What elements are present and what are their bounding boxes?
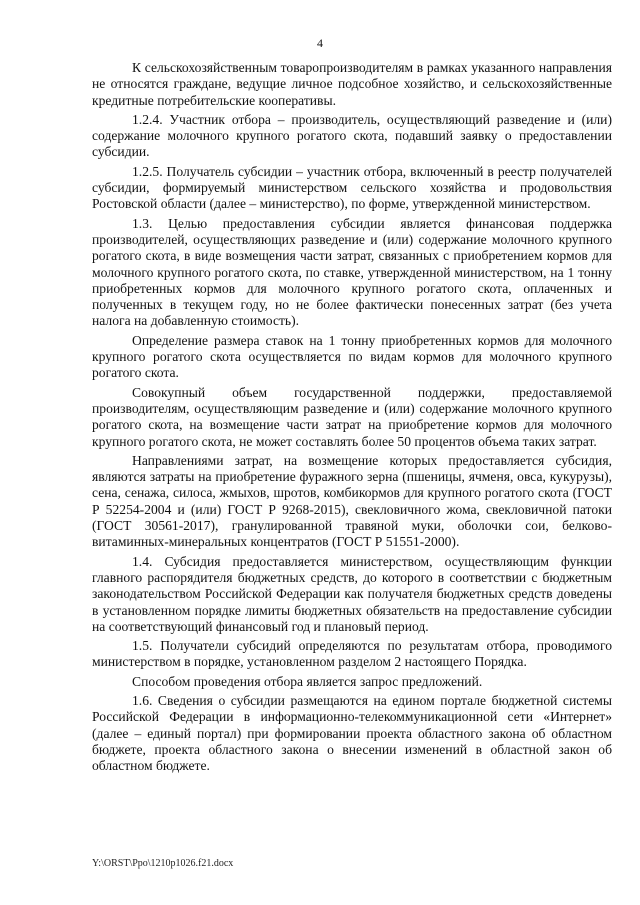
footer-file-path: Y:\ORST\Ppo\1210p1026.f21.docx xyxy=(92,858,234,869)
paragraph-1-3-purpose: 1.3. Целью предоставления субсидии является финансовая поддержка производителей, осуществляющих разведение и (или) содержание молочного крупного рогатого скота, в виде возмещения части затрат, связанных с приобретением кормов для молочного крупного рогатого скота, по ставке, утвержденной министерством, на 1 тонну приобретенных кормов для молочного крупного рогатого скота, оплаченных и полученных в текущем году, но не более фактически понесенных затрат (без учета налога на добавленную стоимость). xyxy=(92,215,612,329)
paragraph-1-5-selection: 1.5. Получатели субсидий определяются по результатам отбора, проводимого министерством в порядке, установленном разделом 2 настоящего Порядка. xyxy=(92,638,612,670)
paragraph-selection-method: Способом проведения отбора является запрос предложений. xyxy=(132,673,483,689)
paragraph-1-2-4-participant: 1.2.4. Участник отбора – производитель, осуществляющий разведение и (или) содержание молочного крупного рогатого скота, подавший заявку о предоставлении субсидии. xyxy=(92,111,612,160)
page-number: 4 xyxy=(317,36,323,50)
paragraph-total-support: Совокупный объем государственной поддержки, предоставляемой производителям, осуществляющим разведение и (или) содержание молочного крупного рогатого скота, на возмещение части затрат на приобретение кормов для молочного крупного рогатого скота, не может составлять более 50 процентов объема таких затрат. xyxy=(92,384,612,449)
paragraph-1-4-ministry: 1.4. Субсидия предоставляется министерством, осуществляющим функции главного распорядителя бюджетных средств, до которого в соответствии с бюджетным законодательством Российской Федерации как получателя бюджетных средств доведены в установленном порядке лимиты бюджетных обязательств на предоставление субсидии на соответствующий финансовый год и плановый период. xyxy=(92,553,612,634)
paragraph-excluded-producers: К сельскохозяйственным товаропроизводителям в рамках указанного направления не относятся граждане, ведущие личное подсобное хозяйство, и сельскохозяйственные кредитные потребительские кооперативы. xyxy=(92,60,612,108)
document-body xyxy=(92,60,612,777)
paragraph-1-6-publication: 1.6. Сведения о субсидии размещаются на едином портале бюджетной системы Российской Федерации в информационно-телекоммуникационной сети «Интернет» (далее – единый портал) при формировании проекта областного закона об областном бюджете, проекта областного закона о внесении изменений в областной закон об областном бюджете. xyxy=(92,692,612,774)
paragraph-cost-directions: Направлениями затрат, на возмещение которых предоставляется субсидия, являются затраты на приобретение фуражного зерна (пшеницы, ячменя, овса, кукурузы), сена, сенажа, силоса, жмыхов, шротов, комбикормов для крупного рогатого скота (ГОСТ Р 52254-2004 и (или) ГОСТ Р 9268-2015), свекловичного жома, свекловичной патоки (ГОСТ 30561-2017), гранулированной травяной муки, оболочки сои, белково-витаминных-минеральных концентратов (ГОСТ Р 51551-2000). xyxy=(92,452,612,550)
paragraph-1-2-5-recipient: 1.2.5. Получатель субсидии – участник отбора, включенный в реестр получателей субсидии, формируемый министерством сельского хозяйства и продовольствия Ростовской области (далее – министерство), по форме, утвержденной министерством. xyxy=(92,163,612,212)
paragraph-rate-definition: Определение размера ставок на 1 тонну приобретенных кормов для молочного крупного рогатого скота осуществляется по видам кормов для молочного крупного рогатого скота. xyxy=(92,332,612,381)
